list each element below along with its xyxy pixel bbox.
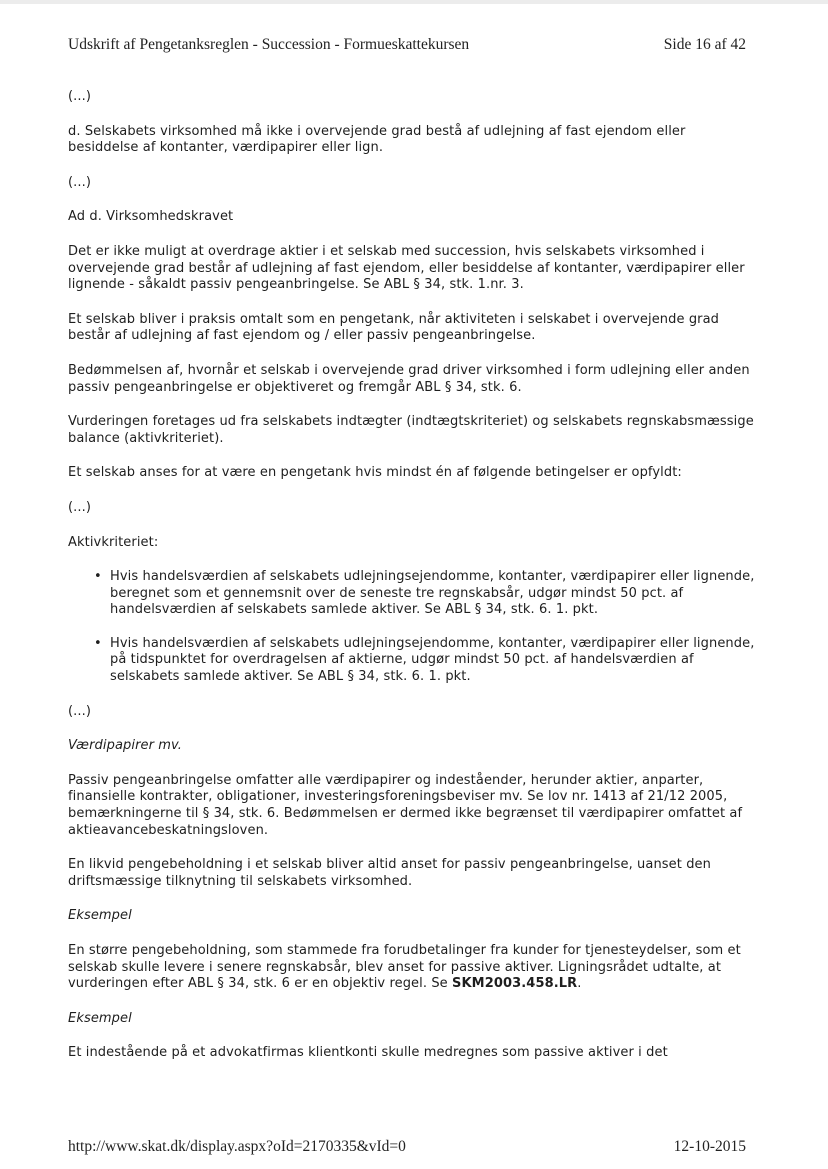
paragraph: Det er ikke muligt at overdrage aktier i et selskab med succession, hvis selskabets virksomhed i overvejende grad består af udlejning af fast ejendom, eller besiddelse af kontanter, værdipapirer eller lignende - såkaldt passiv pengeanbringelse. Se ABL § 34, stk. 1.nr. 3.	[68, 243, 745, 293]
paragraph	[68, 943, 758, 993]
list-item: • Hvis handelsværdien af selskabets udlejningsejendomme, kontanter, værdipapirer eller lignende, beregnet som et gennemsnit over de seneste tre regnskabsår, udgør mindst 50 pct. af handelsværdien af selskabets samlede aktiver. Se ABL § 34, stk. 6. 1. pkt.	[110, 569, 758, 619]
paragraph: Et selskab anses for at være en pengetank hvis mindst én af følgende betingelser er opfyldt:	[68, 465, 682, 481]
criteria-list	[68, 569, 758, 686]
document-body	[68, 89, 758, 1080]
header-title: Udskrift af Pengetanksreglen - Succession - Formueskattekursen	[68, 36, 470, 53]
aktivkriteriet-heading: Aktivkriteriet:	[68, 534, 159, 550]
skm-reference-link[interactable]: SKM2003.458.LR	[452, 976, 578, 992]
paragraph: Et selskab bliver i praksis omtalt som en pengetank, når aktiviteten i selskabet i overvejende grad består af udlejning af fast ejendom og / eller passiv pengeanbringelse.	[68, 311, 720, 344]
header-page-number: Side 16 af 42	[663, 36, 746, 53]
example-label: Eksempel	[68, 908, 132, 924]
footer-date: 12-10-2015	[673, 1138, 746, 1155]
ellipsis: (...)	[68, 499, 92, 515]
example-label: Eksempel	[68, 1010, 132, 1026]
paragraph: Et indestående på et advokatfirmas klientkonti skulle medregnes som passive aktiver i det	[68, 1045, 668, 1061]
page-top-edge	[0, 0, 828, 4]
footer-url: http://www.skat.dk/display.aspx?oId=2170335&vId=0	[68, 1138, 406, 1155]
section-heading-ad-d: Ad d. Virksomhedskravet	[68, 209, 234, 225]
page-footer	[68, 1138, 746, 1156]
ellipsis: (...)	[68, 174, 92, 190]
paragraph-end: .	[577, 976, 582, 992]
paragraph: Vurderingen foretages ud fra selskabets indtægter (indtægtskriteriet) og selskabets regnskabsmæssige balance (aktivkriteriet).	[68, 414, 754, 446]
subheading-vaerdipapirer: Værdipapirer mv.	[68, 738, 183, 754]
paragraph-text: En større pengebeholdning, som stammede fra forudbetalinger fra kunder for tjenesteydelser, som et selskab skulle levere i senere regnskabsår, blev anset for passive aktiver. Ligningsrådet udtalte, at vurderingen efter ABL § 34, stk. 6 er en objektiv regel. Se	[68, 943, 741, 992]
ellipsis: (...)	[68, 89, 92, 104]
list-item: • Hvis handelsværdien af selskabets udlejningsejendomme, kontanter, værdipapirer eller lignende, på tidspunktet for overdragelsen af aktierne, udgør mindst 50 pct. af handelsværdien af selskabets samlede aktiver. Se ABL § 34, stk. 6. 1. pkt.	[110, 636, 758, 686]
paragraph: Passiv pengeanbringelse omfatter alle værdipapirer og indeståender, herunder aktier, anparter, finansielle kontrakter, obligationer, investeringsforeningsbeviser mv. Se lov nr. 1413 af 21/12 2005, bemærkningerne til § 34, stk. 6. Bedømmelsen er dermed ikke begrænset til værdipapirer omfattet af aktieavancebeskatningsloven.	[68, 772, 743, 838]
page-header	[68, 36, 746, 54]
paragraph: Bedømmelsen af, hvornår et selskab i overvejende grad driver virksomhed i form udlejning eller anden passiv pengeanbringelse er objektiveret og fremgår ABL § 34, stk. 6.	[68, 362, 750, 395]
paragraph: En likvid pengebeholdning i et selskab bliver altid anset for passiv pengeanbringelse, uanset den driftsmæssige tilknytning til selskabets virksomhed.	[68, 857, 711, 889]
ellipsis: (...)	[68, 703, 92, 719]
paragraph-d: d. Selskabets virksomhed må ikke i overvejende grad bestå af udlejning af fast ejendom eller besiddelse af kontanter, værdipapirer eller lign.	[68, 123, 686, 156]
